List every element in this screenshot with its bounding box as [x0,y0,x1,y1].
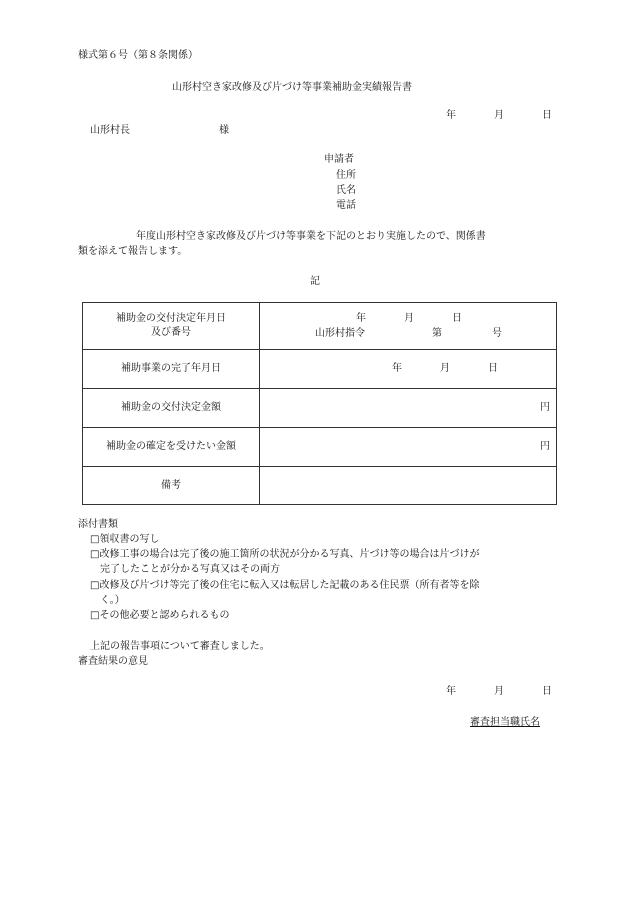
completion-year-label: 年 [392,363,402,374]
go-label: 号 [492,328,502,339]
decision-year-label: 年 [356,313,366,324]
table-row [83,467,557,505]
date-day-label: 日 [542,110,552,121]
addressee-honorific: 様 [219,125,229,136]
designation-label: 山形村指令 [315,328,365,339]
decision-label-line2: 及び番号 [151,327,191,338]
decision-day-label: 日 [452,313,462,324]
table-row [83,303,557,350]
form-number: 様式第６号（第８条関係） [78,50,198,61]
attachment-item-other: □その他必要と認められるもの [90,610,230,621]
page-title: 山形村空き家改修及び片づけ等事業補助金実績報告書 [172,82,412,93]
table-row [83,389,557,428]
review-statement: 上記の報告事項について審査しました。 [90,641,270,652]
ki-heading: 記 [310,276,320,287]
applicant-address-label: 住所 [336,170,356,181]
decision-date-number-label [83,303,260,350]
decided-amount-label: 補助金の交付決定金額 [83,389,260,428]
review-year-label: 年 [446,686,456,697]
remarks-label: 備考 [83,467,260,505]
review-month-label: 月 [494,686,504,697]
confirmed-amount-label: 補助金の確定を受けたい金額 [83,428,260,467]
attachment-item-residence-cont: く。） [100,595,125,606]
table-row [83,350,557,389]
completion-day-label: 日 [488,363,498,374]
decision-label-line1: 補助金の交付決定年月日 [116,313,226,324]
decided-amount-value [260,389,557,428]
completion-date-label: 補助事業の完了年月日 [83,350,260,389]
applicant-heading: 申請者 [324,154,354,165]
completion-month-label: 月 [440,363,450,374]
attachment-item-photo-cont: 完了したことが分かる写真又はその両方 [100,564,280,575]
date-year-label: 年 [446,110,456,121]
body-text-line1: 年度山形村空き家改修及び片づけ等事業を下記のとおり実施したので、関係書 [136,231,486,242]
addressee-name: 山形村長 [90,125,130,136]
decision-date-number-value [260,303,557,350]
applicant-phone-label: 電話 [336,200,356,211]
confirmed-amount-value [260,428,557,467]
attachment-item-residence: □改修及び片づけ等完了後の住宅に転入又は転居した記載のある住民票（所有者等を除 [90,580,480,591]
table-row [83,428,557,467]
body-text-line2: 類を添えて報告します。 [78,246,188,257]
decision-month-label: 月 [404,313,414,324]
date-month-label: 月 [494,110,504,121]
yen-unit: 円 [540,402,550,413]
attachments-heading: 添付書類 [78,519,118,530]
review-day-label: 日 [542,686,552,697]
dai-label: 第 [432,328,442,339]
review-opinion-label: 審査結果の意見 [78,656,148,667]
review-officer-label: 審査担当職氏名 [470,717,540,728]
completion-date-value [260,350,557,389]
yen-unit: 円 [540,441,550,452]
attachment-item-photo: □改修工事の場合は完了後の施工箇所の状況が分かる写真、片づけ等の場合は片づけが [90,549,480,560]
applicant-name-label: 氏名 [336,185,356,196]
report-table [82,302,557,505]
remarks-value [260,467,557,505]
attachment-item-receipt: □領収書の写し [90,534,160,545]
